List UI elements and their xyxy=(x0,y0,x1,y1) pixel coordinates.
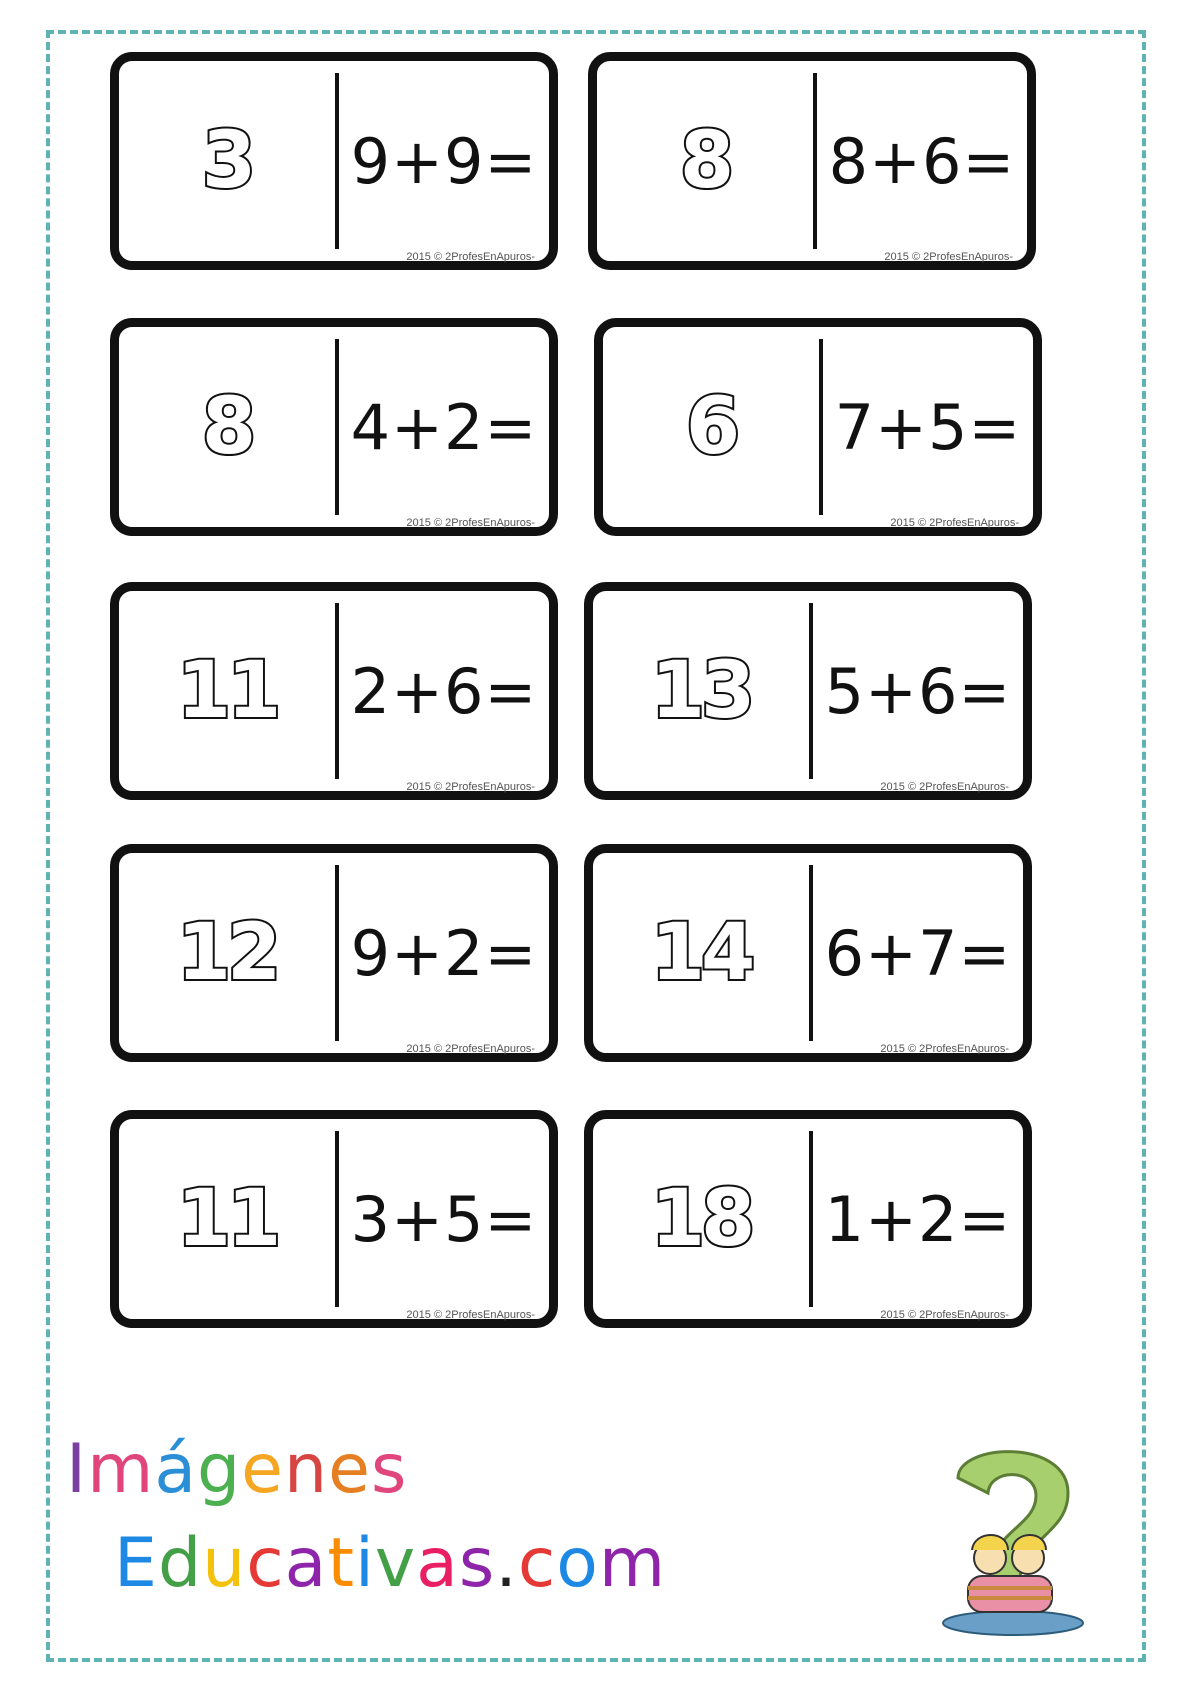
domino-number: 6 xyxy=(685,382,737,472)
copyright-note: 2015 © 2ProfesEnApuros- xyxy=(406,1309,535,1321)
domino-number: 18 xyxy=(650,1174,752,1264)
copyright-note: 2015 © 2ProfesEnApuros- xyxy=(406,251,535,263)
logo-letter: o xyxy=(556,1524,599,1603)
domino-expression: 5+6= xyxy=(824,654,1012,728)
logo-line-2 xyxy=(114,1524,666,1603)
logo-letter: d xyxy=(157,1524,203,1603)
domino-expression: 3+5= xyxy=(350,1182,538,1256)
domino-number: 12 xyxy=(176,908,278,998)
logo-letter: v xyxy=(374,1524,417,1603)
copyright-note: 2015 © 2ProfesEnApuros- xyxy=(880,781,1009,793)
logo-letter: s xyxy=(458,1524,496,1603)
logo-letter: n xyxy=(284,1430,329,1509)
logo-letter: E xyxy=(114,1524,158,1603)
domino-number: 8 xyxy=(679,116,731,206)
logo-letter: c xyxy=(246,1524,285,1603)
copyright-note: 2015 © 2ProfesEnApuros- xyxy=(884,251,1013,263)
logo-letter: s xyxy=(370,1430,408,1509)
logo-letter: a xyxy=(284,1524,328,1603)
copyright-note: 2015 © 2ProfesEnApuros- xyxy=(406,1043,535,1055)
logo-line-1 xyxy=(66,1430,407,1509)
logo-letter: m xyxy=(87,1430,155,1509)
logo-letter: m xyxy=(598,1524,667,1603)
domino-card xyxy=(594,318,1042,536)
domino-expression: 9+9= xyxy=(350,124,538,198)
domino-expression: 9+2= xyxy=(350,916,538,990)
copyright-note: 2015 © 2ProfesEnApuros- xyxy=(880,1309,1009,1321)
copyright-note: 2015 © 2ProfesEnApuros- xyxy=(406,781,535,793)
domino-card xyxy=(584,1110,1032,1328)
domino-card xyxy=(110,1110,558,1328)
logo-letter: e xyxy=(328,1430,371,1509)
domino-number: 13 xyxy=(650,646,752,736)
logo-letter: u xyxy=(202,1524,247,1603)
logo-letter: . xyxy=(495,1524,518,1603)
domino-number: 3 xyxy=(201,116,253,206)
domino-expression: 2+6= xyxy=(350,654,538,728)
logo-letter: t xyxy=(327,1524,355,1603)
domino-expression: 8+6= xyxy=(828,124,1016,198)
domino-number: 11 xyxy=(176,1174,278,1264)
domino-card xyxy=(584,844,1032,1062)
site-logo xyxy=(66,1430,686,1620)
domino-expression: 7+5= xyxy=(834,390,1022,464)
logo-letter: c xyxy=(517,1524,557,1603)
question-mark-mascot-icon xyxy=(928,1438,1098,1638)
domino-card xyxy=(110,582,558,800)
logo-letter: a xyxy=(416,1524,459,1603)
domino-number: 8 xyxy=(201,382,253,472)
domino-number: 14 xyxy=(650,908,752,998)
copyright-note: 2015 © 2ProfesEnApuros- xyxy=(880,1043,1009,1055)
domino-number: 11 xyxy=(176,646,278,736)
domino-card xyxy=(110,52,558,270)
copyright-note: 2015 © 2ProfesEnApuros- xyxy=(406,517,535,529)
logo-letter: I xyxy=(66,1430,88,1509)
logo-letter: i xyxy=(354,1524,375,1603)
domino-expression: 4+2= xyxy=(350,390,538,464)
domino-card xyxy=(110,844,558,1062)
domino-expression: 1+2= xyxy=(824,1182,1012,1256)
domino-card xyxy=(588,52,1036,270)
domino-card xyxy=(110,318,558,536)
logo-letter: g xyxy=(196,1430,242,1509)
domino-card xyxy=(584,582,1032,800)
domino-expression: 6+7= xyxy=(824,916,1012,990)
copyright-note: 2015 © 2ProfesEnApuros- xyxy=(890,517,1019,529)
logo-letter: e xyxy=(241,1430,284,1509)
logo-letter: á xyxy=(154,1430,197,1509)
